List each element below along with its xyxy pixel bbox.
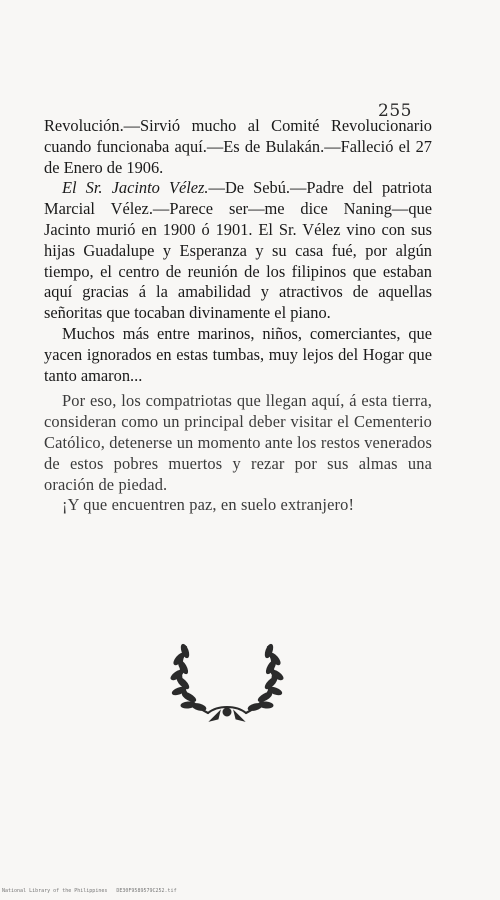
paragraph-text: Revolución.—Sirvió mucho al Comité Revolucionario cuando funcionaba aquí.—Es de Bulakán.—Falleció el 27 de Enero de 1906. — [44, 116, 432, 177]
paragraph — [44, 116, 432, 178]
body-text — [44, 116, 432, 516]
paragraph — [44, 495, 432, 516]
paragraph-text: ¡Y que encuentren paz, en suelo extranjero! — [62, 495, 355, 515]
file-code: DE30F9589579C252.tif — [116, 888, 177, 894]
paragraph-text: Por eso, los compatriotas que llegan aquí, á esta tierra, consideran como un principal deber visitar el Cementerio Católico, detenerse un momento ante los restos venerados de estos pobres muertos y rezar por sus almas una oración de piedad. — [44, 391, 433, 494]
paragraph — [44, 391, 432, 495]
paragraph-text: —De Sebú.—Padre del patriota Marcial Vélez.—Parece ser—me dice Naning—que Jacinto murió en 1900 ó 1901. El Sr. Vélez vino con sus hijas Guadalupe y Esperanza y su casa fué, por algún tiempo, el centro de reunión de los filipinos que estaban aquí gracias á la amabilidad y atractivos de aquellas señoritas que tocaban divinamente el piano. — [44, 178, 432, 323]
scan-footer — [2, 888, 183, 894]
italic-name: El Sr. Jacinto Vélez. — [62, 178, 209, 198]
library-credit: National Library of the Philippines — [2, 888, 108, 894]
page-number: 255 — [378, 101, 412, 121]
paragraph-text: Muchos más entre marinos, niños, comerciantes, que yacen ignorados en estas tumbas, muy lejos del Hogar que tanto amaron... — [44, 323, 432, 385]
paragraph — [44, 324, 432, 386]
paragraph — [44, 178, 432, 324]
laurel-wreath-icon — [168, 635, 286, 723]
